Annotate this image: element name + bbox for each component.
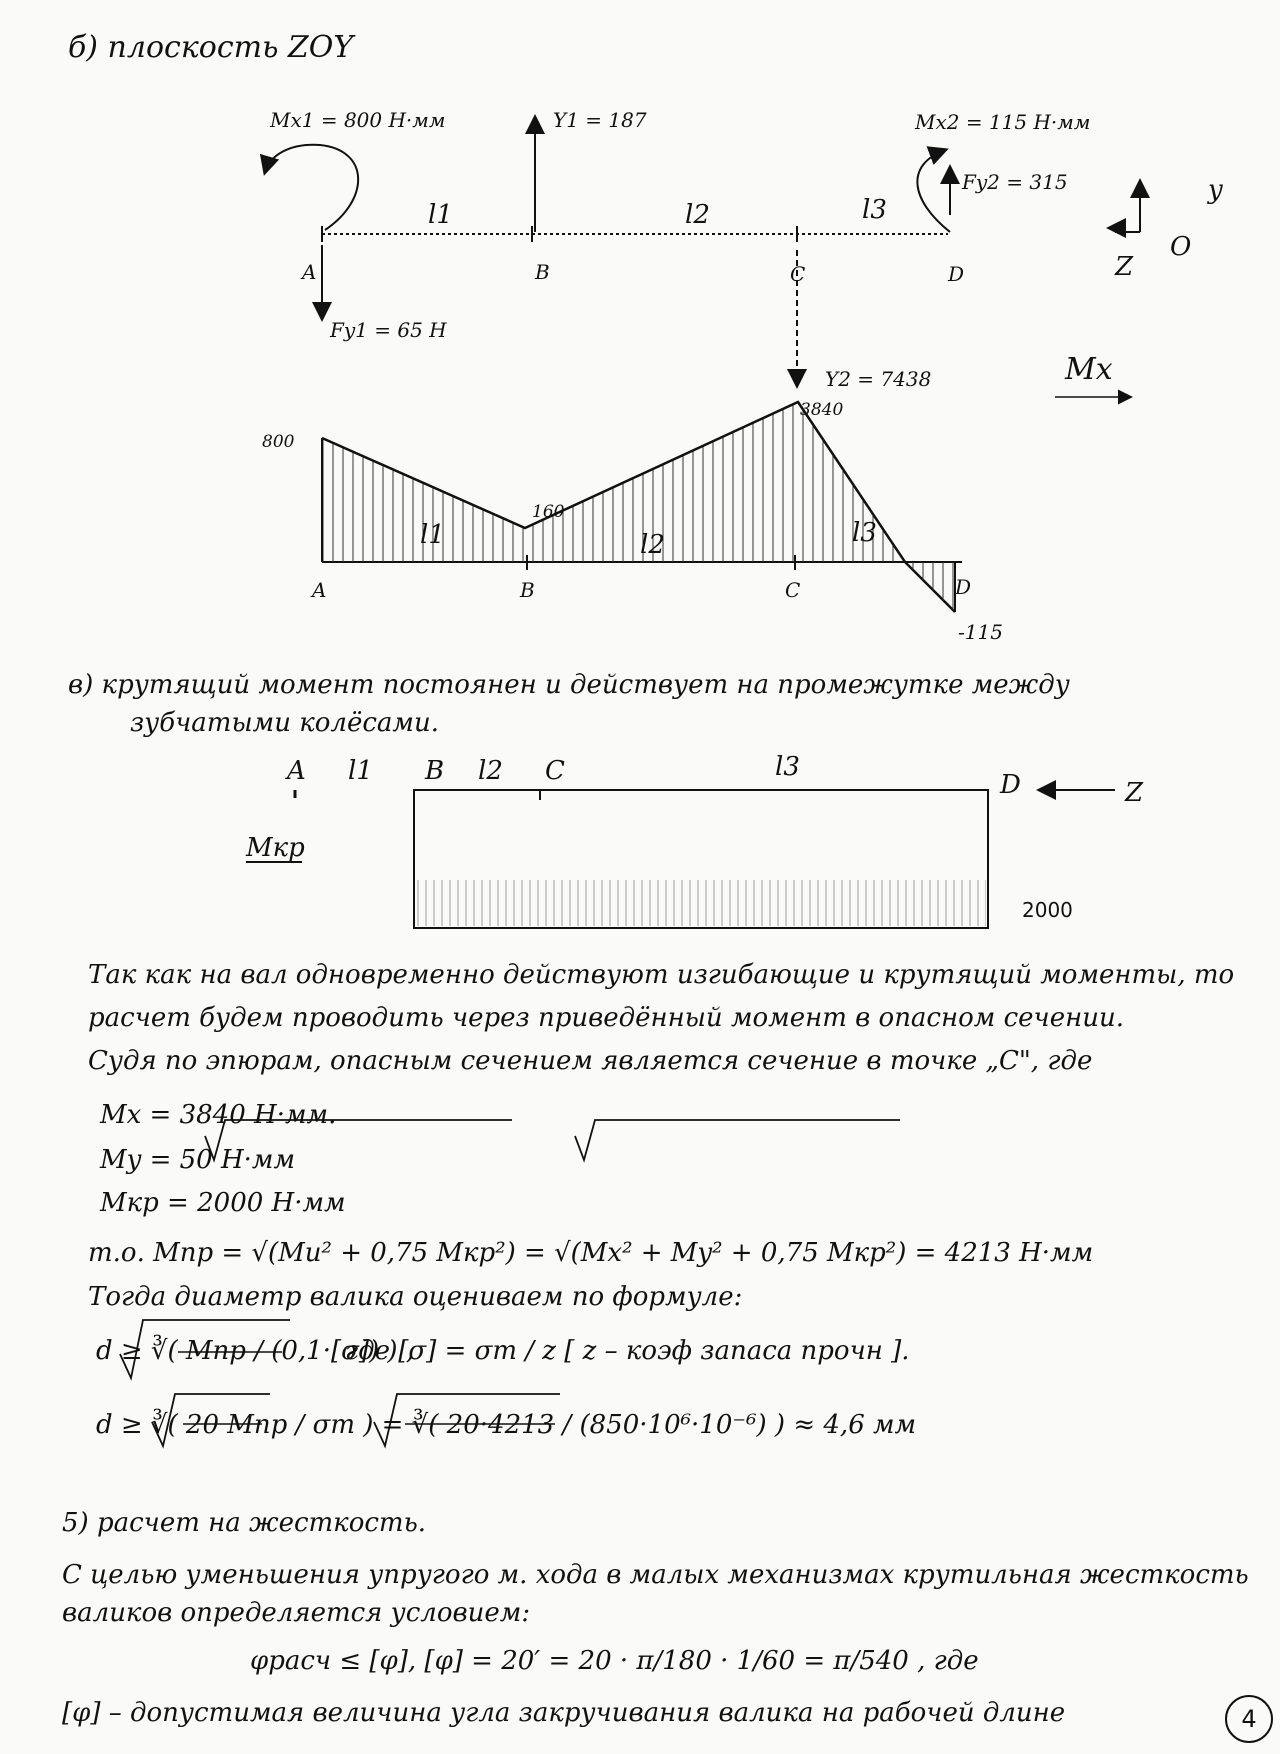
section-v-l3: l3 bbox=[775, 752, 800, 782]
section-v-line1: в) крутящий момент постоянен и действует на промежутке между bbox=[68, 670, 1070, 700]
mkr-value-2000: 2000 bbox=[1022, 898, 1073, 922]
section-v-l2: l2 bbox=[478, 756, 503, 786]
page-number: 4 bbox=[1241, 1705, 1257, 1733]
mx2-moment-arrow bbox=[917, 150, 950, 232]
axis-o-label: O bbox=[1170, 232, 1192, 262]
mx-value-line: Mx = 3840 Н·мм. bbox=[100, 1100, 337, 1130]
mx-chart-title: Mx bbox=[1065, 352, 1113, 387]
section-v-line2: зубчатыми колёсами. bbox=[130, 708, 439, 738]
paragraph-line-1: Так как на вал одновременно действуют изгибающие и крутящий моменты, то bbox=[88, 960, 1235, 990]
section-v-l1: l1 bbox=[348, 756, 373, 786]
beam-y2-label: Y2 = 7438 bbox=[825, 367, 932, 391]
mx-l2-label: l2 bbox=[640, 530, 665, 560]
formula-reduced-moment: т.о. Mпр = √(Mи² + 0,75 Mкр²) = √(Mx² + My² + 0,75 Mкр²) = 4213 Н·мм bbox=[88, 1238, 1094, 1268]
beam-l2-label: l2 bbox=[685, 200, 710, 230]
beam-fy2-label: Fy2 = 315 bbox=[962, 170, 1068, 194]
beam-l3-label: l3 bbox=[862, 195, 887, 225]
mx-diagram-area-positive bbox=[322, 402, 905, 562]
mx-point-b-label: B bbox=[520, 578, 535, 602]
mx-value-3840: 3840 bbox=[800, 400, 844, 420]
mx-value-160: 160 bbox=[532, 502, 565, 522]
mx-diagram-area-negative bbox=[905, 562, 955, 612]
beam-point-c-label: C bbox=[790, 262, 806, 286]
section-5-heading: 5) расчет на жесткость. bbox=[62, 1508, 426, 1538]
formula-stiffness: φрасч ≤ [φ], [φ] = 20′ = 20 · π/180 · 1/60 = π/540 , где bbox=[250, 1646, 979, 1676]
paragraph-line-7: [φ] – допустимая величина угла закручивания валика на рабочей длине bbox=[62, 1698, 1066, 1728]
beam-fy1-label: Fy1 = 65 Н bbox=[330, 318, 447, 342]
formula-diameter-general: d ≥ ∛( Mпр / (0,1·[σ]) ) , bbox=[96, 1336, 415, 1366]
my-value-line: My = 50 Н·мм bbox=[100, 1145, 296, 1175]
section-b-heading: б) плоскость ZOY bbox=[68, 30, 354, 65]
mx-value-800: 800 bbox=[262, 432, 295, 452]
paragraph-line-3: Судя по эпюрам, опасным сечением является сечение в точке „C", где bbox=[88, 1046, 1093, 1076]
beam-mx1-label: Mx1 = 800 Н·мм bbox=[270, 108, 446, 132]
section-v-axis-z: Z bbox=[1125, 778, 1144, 808]
paragraph-line-2: расчет будем проводить через приведённый момент в опасном сечении. bbox=[88, 1003, 1124, 1033]
beam-l1-label: l1 bbox=[428, 200, 453, 230]
section-v-point-a: A bbox=[287, 756, 306, 786]
mkr-diagram-label: Mкр bbox=[246, 833, 305, 863]
formula-allowable-stress: где [σ] = σт / z [ z – коэф запаса прочн ]. bbox=[345, 1336, 910, 1366]
mx-point-a-label: A bbox=[312, 578, 327, 602]
mx-point-c-label: C bbox=[785, 578, 801, 602]
mx-point-d-label: D bbox=[955, 575, 972, 599]
mx-l1-label: l1 bbox=[420, 520, 445, 550]
mx-value-neg115: -115 bbox=[958, 620, 1003, 644]
paragraph-line-6: валиков определяется условием: bbox=[62, 1598, 531, 1628]
mkr-diagram-hatch bbox=[416, 880, 986, 926]
beam-point-a-label: A bbox=[302, 260, 317, 284]
page-number-badge bbox=[1225, 1695, 1273, 1743]
beam-mx2-label: Mx2 = 115 Н·мм bbox=[915, 110, 1091, 134]
mx1-moment-arrow bbox=[265, 145, 358, 230]
mkr-value-line: Mкр = 2000 Н·мм bbox=[100, 1188, 346, 1218]
paragraph-line-5: С целью уменьшения упругого м. хода в малых механизмах крутильная жесткость bbox=[62, 1560, 1249, 1590]
section-v-point-c: C bbox=[545, 756, 565, 786]
formula-diameter-result: d ≥ ∛( 20 Mпр / σт ) = ∛( 20·4213 / (850·10⁶·10⁻⁶) ) ≈ 4,6 мм bbox=[96, 1410, 917, 1440]
section-v-point-b: B bbox=[425, 756, 445, 786]
beam-y1-label: Y1 = 187 bbox=[553, 108, 647, 132]
paragraph-line-4: Тогда диаметр валика оцениваем по формуле: bbox=[88, 1282, 743, 1312]
axis-y-label: y bbox=[1208, 175, 1223, 205]
formula1-root2 bbox=[575, 1120, 900, 1160]
beam-point-b-label: B bbox=[535, 260, 550, 284]
axis-z-label: Z bbox=[1115, 252, 1134, 282]
beam-point-d-label: D bbox=[948, 262, 965, 286]
mx-l3-label: l3 bbox=[852, 518, 877, 548]
section-v-point-d: D bbox=[1000, 770, 1021, 800]
